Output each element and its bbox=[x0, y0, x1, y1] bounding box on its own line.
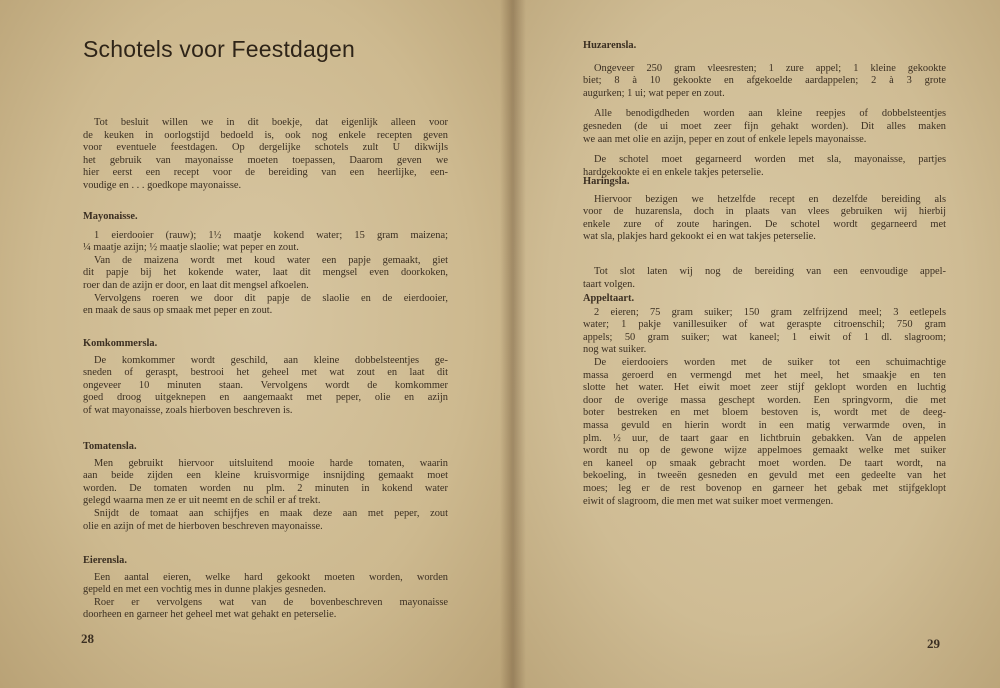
paragraph bbox=[583, 266, 946, 291]
text-line: Alle benodigdheden worden aan kleine reepjes of dobbelsteentjes bbox=[594, 108, 946, 120]
recipe-section bbox=[83, 211, 448, 318]
recipe-section bbox=[583, 176, 946, 244]
text-line: Snijdt de tomaat aan schijfjes en maak deze aan met peper, zout bbox=[94, 507, 448, 519]
text-line: Van de maizena wordt met koud water een papje gemaakt, giet bbox=[94, 254, 448, 266]
text-line: wordt nu op de gewone wijze appelmoes gemaakt welke met suiker bbox=[583, 445, 946, 457]
text-line: voor de huzarensla, doch in plaats van vlees gebruiken wij hierbij bbox=[583, 206, 946, 218]
page-title: Schotels voor Feestdagen bbox=[83, 36, 356, 62]
paragraph bbox=[83, 508, 448, 533]
text-line: water; 1 pakje vanillesuiker of wat geraspte citroenschil; 750 gram bbox=[583, 319, 946, 331]
text-line: sneden of geraspt, bestrooi het geheel met wat zout en laat dit bbox=[83, 367, 448, 379]
text-line: bekoeling, in tweeën gesneden en gevuld met een gedeelte van het bbox=[583, 470, 946, 482]
text-line: Ongeveer 250 gram vleesresten; 1 zure appel; 1 kleine gekookte bbox=[594, 62, 946, 74]
text-line: en maak de saus op smaak met peper en zout. bbox=[83, 305, 273, 317]
text-line: De komkommer wordt geschild, aan kleine dobbelsteentjes ge- bbox=[94, 354, 448, 366]
text-line: gepeld en met een vochtig mes in dunne plakjes gesneden. bbox=[83, 584, 326, 596]
paragraph bbox=[83, 255, 448, 293]
text-line: gelegd waarna men ze er uit neemt en de schil er af trekt. bbox=[83, 495, 321, 507]
text-line: hardgekookte ei en enkele takjes peterselie. bbox=[583, 166, 764, 178]
paragraph bbox=[583, 108, 946, 146]
section-heading: Huzarensla. bbox=[583, 40, 637, 51]
text-line: moes; leg er de rest bovenop en garneer het gebak met stijfgeklopt bbox=[583, 482, 946, 494]
recipe-section bbox=[83, 117, 448, 193]
text-line: Tot besluit willen we in dit boekje, dat eigenlijk alleen voor bbox=[94, 117, 448, 128]
paragraph bbox=[583, 307, 946, 357]
text-line: door de overige massa geschept worden. Een springvorm, die met bbox=[583, 394, 946, 406]
text-line: appels; 50 gram suiker; wat kaneel; 1 eiwit of 1 dl. slagroom; bbox=[583, 331, 946, 343]
paragraph bbox=[83, 597, 448, 622]
text-line: we aan met olie en azijn, peper en zout of enkele lepels mayonaisse. bbox=[583, 133, 867, 145]
paragraph bbox=[83, 355, 448, 418]
text-line: dit papje bij het kokende water, laat dit mengsel even doorkoken, bbox=[83, 267, 448, 279]
text-line: wat sla, plakjes hard gekookt ei en wat takjes peterselie. bbox=[583, 231, 816, 243]
text-line: het gebruik van mayonaisse moeten toepassen, Daarom geven we bbox=[83, 154, 448, 166]
text-line: goed droog uitgeknepen en aangemaakt met peper, olie en azijn bbox=[83, 392, 448, 404]
section-heading: Komkommersla. bbox=[83, 338, 158, 349]
text-line: taart volgen. bbox=[583, 278, 635, 290]
paragraph bbox=[583, 194, 946, 244]
text-line: de keuken in oorlogstijd bedoeld is, ook nog enkele recepten geven bbox=[83, 129, 448, 141]
text-line: plm. ½ uur, de taart gaar en lichtbruin gebakken. Van de appelen bbox=[583, 432, 946, 444]
text-line: augurken; 1 ui; wat peper en zout. bbox=[583, 87, 725, 99]
page-number-right: 29 bbox=[927, 636, 940, 651]
text-line: massa gevuld en hierin wordt in een matig verwarmde oven, in bbox=[583, 419, 946, 431]
text-line: massa geroerd en vermengd met het meel, het smaakje en ten bbox=[583, 369, 946, 381]
text-line: olie en azijn of met de hierboven beschreven mayonaisse. bbox=[83, 520, 323, 532]
text-line: gesneden (de ui moet zeer fijn gehakt worden). Dit alles maken bbox=[583, 120, 946, 132]
book-gutter bbox=[500, 0, 526, 688]
text-line: boter bestreken en met bloem bestoven is, wordt met de deeg- bbox=[583, 407, 946, 419]
text-line: of wat mayonaisse, zoals hierboven beschreven is. bbox=[83, 404, 293, 416]
paragraph bbox=[83, 572, 448, 597]
text-line: slotte het water. Het eiwit moet zeer stijf geklopt worden en luchtig bbox=[583, 382, 946, 394]
recipe-section bbox=[83, 441, 448, 533]
text-line: biet; 8 à 10 gekookte en afgekoelde aardappelen; 2 à 3 grote bbox=[583, 75, 946, 87]
text-line: De schotel moet gegarneerd worden met sla, mayonaisse, partjes bbox=[594, 154, 946, 166]
text-line: De eierdooiers worden met de suiker tot een schuimachtige bbox=[594, 356, 946, 368]
recipe-section bbox=[83, 555, 448, 622]
paragraph bbox=[83, 117, 448, 193]
text-line: nog wat suiker. bbox=[583, 344, 647, 356]
text-line: roer dan de azijn er door, en laat dit mengsel afkoelen. bbox=[83, 279, 309, 291]
section-heading: Haringsla. bbox=[583, 176, 630, 187]
paragraph bbox=[83, 230, 448, 255]
section-heading: Mayonaisse. bbox=[83, 211, 138, 222]
text-line: en kaneel op smaak gebracht moet worden. De taart wordt, na bbox=[583, 457, 946, 469]
text-line: ongeveer 10 minuten staan. Vervolgens wordt de komkommer bbox=[83, 379, 448, 391]
text-line: ¼ maatje azijn; ½ maatje slaolie; wat peper en zout. bbox=[83, 242, 299, 254]
text-line: Tot slot laten wij nog de bereiding van een eenvoudige appel- bbox=[594, 266, 946, 277]
text-line: aan beide zijden een kleine kruisvormige insnijding gemaakt moet bbox=[83, 470, 448, 482]
text-line: Een aantal eieren, welke hard gekookt moeten worden, worden bbox=[94, 571, 448, 583]
text-line: voor eventuele feestdagen. Op dergelijke schotels zult U dikwijls bbox=[83, 142, 448, 154]
section-heading: Appeltaart. bbox=[583, 293, 635, 304]
section-heading: Tomatensla. bbox=[83, 441, 137, 452]
text-line: 1 eierdooier (rauw); 1½ maatje kokend water; 15 gram maizena; bbox=[94, 229, 448, 241]
text-line: doorheen en garneer het geheel met wat gehakt en peterselie. bbox=[83, 609, 337, 621]
text-line: Roer er vervolgens wat van de bovenbeschreven mayonaisse bbox=[94, 596, 448, 608]
text-line: Men gebruikt hiervoor uitsluitend mooie harde tomaten, waarin bbox=[94, 457, 448, 469]
text-line: Vervolgens roeren we door dit papje de slaolie en de eierdooier, bbox=[94, 292, 448, 304]
paragraph bbox=[83, 293, 448, 318]
recipe-section bbox=[583, 40, 946, 179]
page-number-left: 28 bbox=[81, 631, 94, 646]
section-heading: Eierensla. bbox=[83, 555, 127, 566]
text-line: 2 eieren; 75 gram suiker; 150 gram zelfrijzend meel; 3 eetlepels bbox=[594, 306, 946, 318]
text-line: worden. De tomaten worden nu plm. 2 minuten in kokend water bbox=[83, 482, 448, 494]
text-line: enkele zure of zoute haringen. De schotel wordt gegarneerd met bbox=[583, 218, 946, 230]
recipe-section bbox=[83, 338, 448, 418]
recipe-section bbox=[583, 266, 946, 291]
paragraph bbox=[583, 357, 946, 508]
recipe-section bbox=[583, 293, 946, 508]
text-line: voudige en . . . goedkope mayonaisse. bbox=[83, 179, 242, 191]
text-line: eiwit of slagroom, die men met wat suiker moet vermengen. bbox=[583, 495, 834, 507]
text-line: hier eerst een recept voor de bereiding van een heerlijke, een- bbox=[83, 167, 448, 179]
text-line: Hiervoor bezigen we hetzelfde recept en dezelfde bereiding als bbox=[594, 193, 946, 205]
paragraph bbox=[83, 458, 448, 508]
paragraph bbox=[583, 63, 946, 101]
right-page bbox=[512, 0, 1000, 688]
